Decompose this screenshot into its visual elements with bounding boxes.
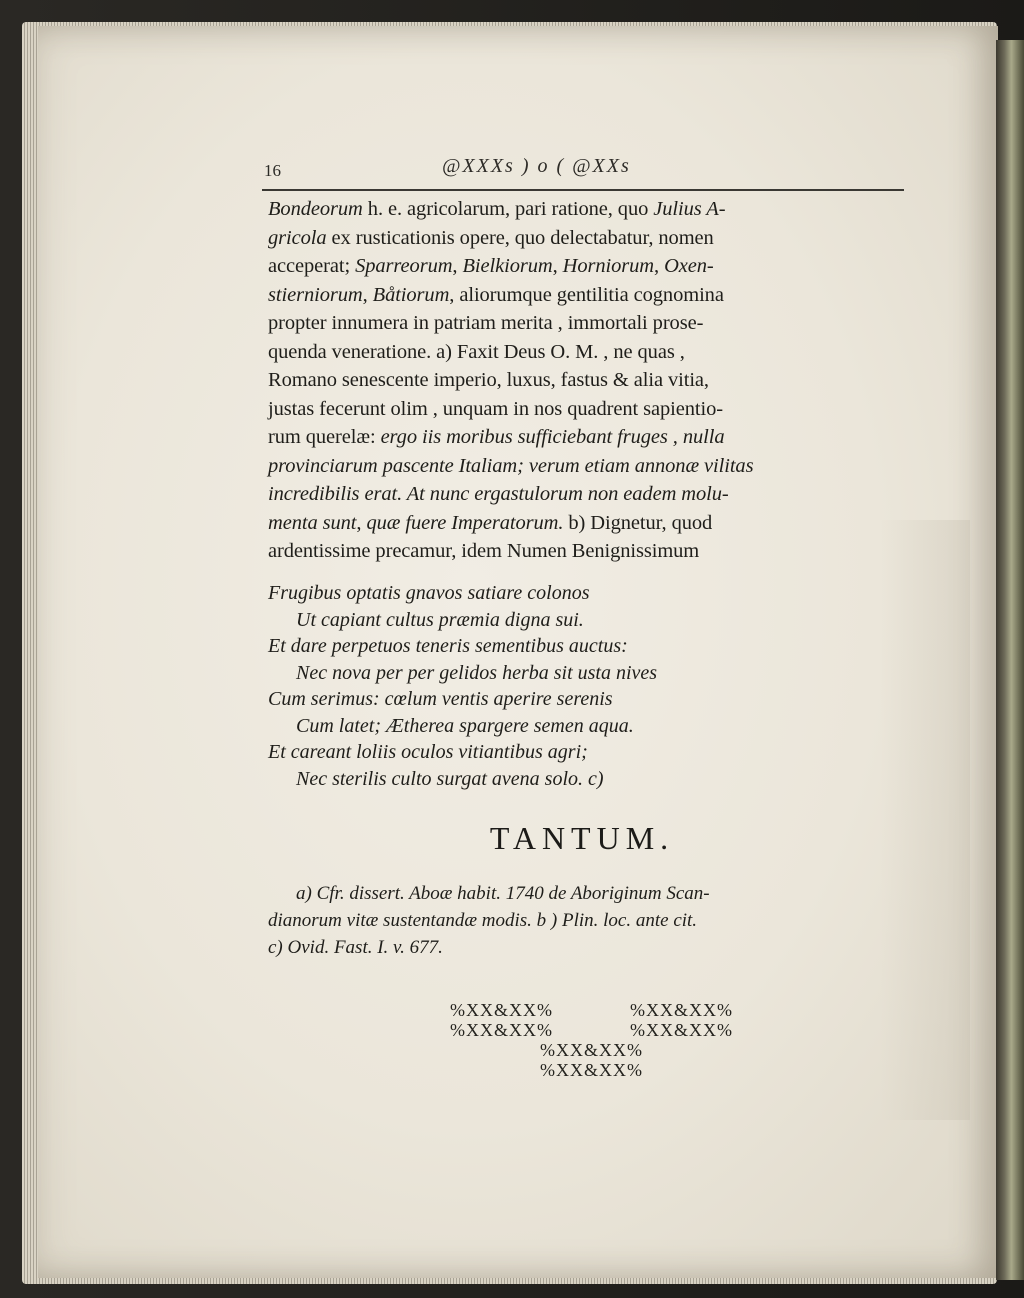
- verse-line: Cum serimus: cœlum ventis aperire serenis: [268, 688, 613, 710]
- text-segment: gricola: [268, 226, 327, 249]
- text-line: [268, 480, 908, 509]
- fleuron-left-icon: [450, 1000, 553, 1040]
- fleuron-row: %XX&XX%: [540, 1040, 643, 1060]
- verse-line: Et dare perpetuos teneris sementibus auctus:: [268, 635, 628, 657]
- text-line: [268, 537, 908, 566]
- text-line: [268, 366, 908, 395]
- text-segment: propter innumera in patriam merita , immortali prose-: [268, 312, 704, 334]
- fleuron-row: %XX&XX%: [540, 1060, 643, 1080]
- fleuron-row: %XX&XX%: [630, 1020, 733, 1040]
- footnote-line: a) Cfr. dissert. Aboæ habit. 1740 de Aboriginum Scan-: [296, 883, 710, 904]
- text-segment: h. e. agricolarum, pari ratione, quo: [362, 198, 654, 220]
- text-line: [268, 395, 908, 424]
- book-gutter: [996, 40, 1024, 1280]
- text-segment: b) Dignetur, quod: [563, 511, 713, 534]
- text-segment: Bondeorum: [268, 198, 363, 220]
- text-segment: ex rusticationis opere, quo delectabatur, nomen: [326, 226, 714, 249]
- fleuron-row: %XX&XX%: [450, 1000, 553, 1020]
- text-segment: ,: [362, 283, 373, 306]
- text-segment: ergo iis moribus sufficiebant fruges , nulla: [380, 426, 725, 448]
- text-line: [268, 452, 908, 481]
- text-segment: Bielkiorum: [462, 255, 553, 277]
- text-segment: ,: [356, 511, 367, 534]
- text-line: [268, 423, 908, 452]
- footnotes: [268, 880, 908, 961]
- verse-line: Ut capiant cultus præmia digna sui.: [296, 608, 584, 631]
- fleuron-center-icon: [540, 1040, 643, 1080]
- text-segment: Horniorum: [562, 255, 655, 277]
- text-segment: ,: [552, 255, 563, 277]
- verse-line: Et careant loliis oculos vitiantibus agri;: [268, 741, 588, 763]
- page-header: [262, 155, 904, 191]
- header-rule: [262, 189, 904, 191]
- text-segment: ardentissime precamur, idem Numen Benignissimum: [268, 540, 700, 562]
- text-segment: menta sunt: [268, 511, 357, 534]
- text-segment: Sparreorum: [355, 255, 453, 277]
- text-segment: quenda veneratione. a) Faxit Deus O. M. , ne quas ,: [268, 340, 685, 363]
- verse-line: Nec sterilis culto surgat avena solo. c): [296, 767, 604, 790]
- text-segment: justas fecerunt olim , unquam in nos quadrent sapientio-: [268, 397, 723, 420]
- fleuron-row: %XX&XX%: [450, 1020, 553, 1040]
- verse-line: Frugibus optatis gnavos satiare colonos: [268, 582, 590, 604]
- text-line: [268, 338, 908, 367]
- text-segment: acceperat;: [268, 255, 356, 277]
- text-line: [268, 509, 908, 538]
- text-segment: Båtiorum: [372, 283, 450, 306]
- verse-block: [268, 580, 908, 792]
- text-segment: ,: [654, 255, 665, 277]
- text-segment: Julius A-: [653, 198, 726, 220]
- verse-line: Cum latet; Ætherea spargere semen aqua.: [296, 714, 634, 737]
- fleuron-right-icon: [630, 1000, 733, 1040]
- text-segment: rum querelæ:: [268, 426, 381, 448]
- text-segment: Romano senescente imperio, luxus, fastus & alia vitia,: [268, 369, 709, 391]
- text-segment: incredibilis erat. At nunc ergastulorum non eadem molu-: [268, 483, 729, 505]
- closing-word: TANTUM.: [489, 820, 675, 856]
- footnote-line: dianorum vitæ sustentandæ modis. b ) Plin. loc. ante cit.: [268, 910, 698, 931]
- text-line: [268, 252, 908, 281]
- body-paragraph: [268, 195, 908, 566]
- text-segment: Oxen-: [664, 255, 714, 277]
- text-segment: stierniorum: [268, 283, 363, 306]
- text-line: [268, 224, 908, 253]
- text-line: [268, 195, 908, 224]
- verse-line: Nec nova per per gelidos herba sit usta nives: [296, 661, 658, 684]
- text-segment: , aliorumque gentilitia cognomina: [449, 283, 724, 306]
- text-segment: quæ fuere Imperatorum.: [366, 511, 564, 534]
- footnote-line: c) Ovid. Fast. I. v. 677.: [268, 937, 443, 958]
- text-segment: ,: [452, 255, 463, 277]
- text-line: [268, 309, 908, 338]
- header-ornament-icon: @XXXs ) o ( @XXs: [442, 155, 631, 177]
- page-number: 16: [264, 161, 281, 180]
- text-segment: provinciarum pascente Italiam; verum etiam annonæ vilitas: [268, 454, 754, 477]
- fleuron-row: %XX&XX%: [630, 1000, 733, 1020]
- text-line: [268, 281, 908, 310]
